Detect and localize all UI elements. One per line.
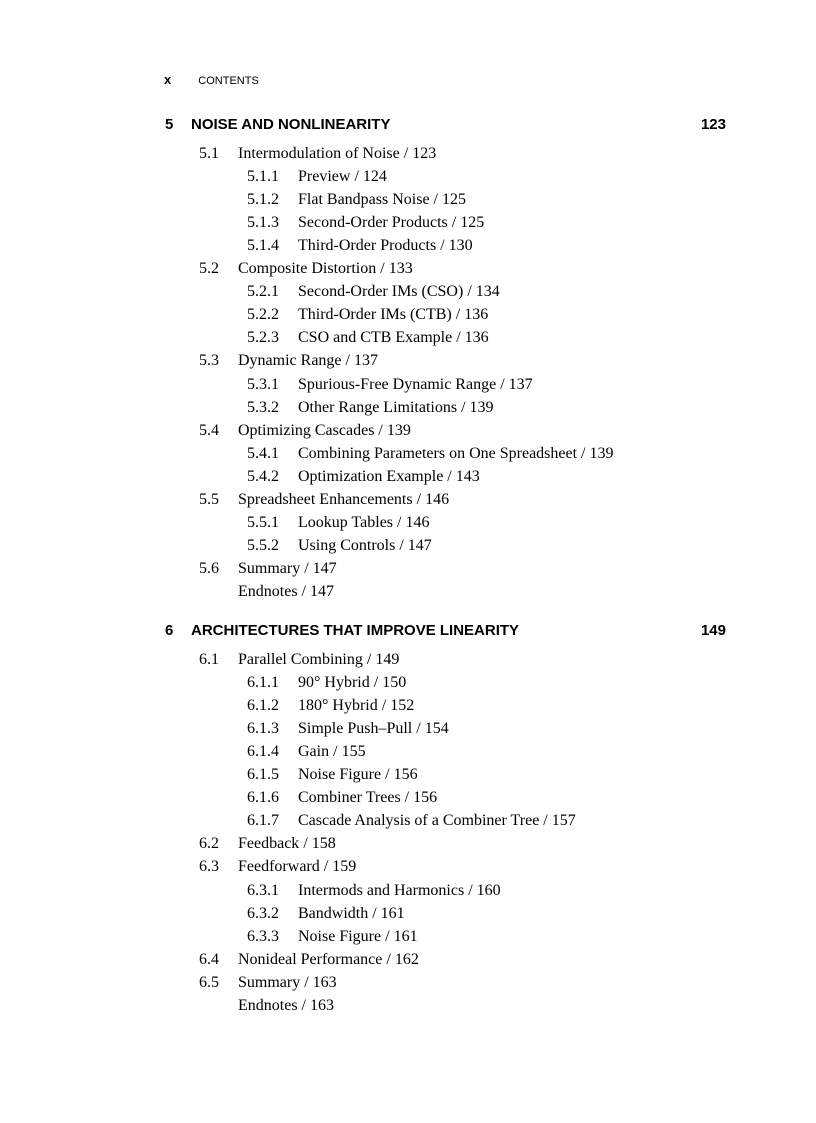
entry-number: 6.3.3 [247,927,279,945]
chapter-page: 123 [700,116,726,133]
chapter-title: NOISE AND NONLINEARITY [191,116,391,133]
entry-number: 6.1 [199,651,219,668]
entry-number: 6.5 [199,973,219,991]
chapter-number: 5 [165,116,174,133]
entry-separator: / [467,283,472,301]
entry-page: 149 [375,651,400,668]
toc-entry [247,697,414,715]
entry-separator: / [301,582,306,600]
toc-entry [199,951,419,969]
entry-separator: / [581,444,586,462]
entry-separator: / [301,996,306,1014]
entry-separator: / [304,559,309,577]
entry-number: 6.1.5 [247,766,279,784]
entry-separator: / [455,306,461,324]
entry-title: Endnotes [238,996,298,1014]
entry-number: 6.1.3 [247,720,279,738]
entry-title: Noise Figure [298,766,382,784]
entry-page: 136 [464,306,489,324]
entry-number: 5.2 [199,260,219,278]
entry-title: 180° Hybrid [298,697,378,715]
entry-page: 125 [460,214,485,232]
entry-separator: / [447,467,452,485]
toc-entry [247,445,614,463]
entry-title: Combiner Trees [298,789,401,807]
entry-page: 155 [341,743,366,761]
toc-entry [238,997,334,1015]
toc-entry [247,743,366,761]
entry-title: Bandwidth [298,904,369,922]
chapter-number: 6 [165,622,174,639]
entry-page: 136 [464,329,489,347]
entry-page: 147 [407,536,432,554]
entry-number: 6.3.1 [247,881,279,899]
entry-separator: / [500,375,505,393]
entry-title: Dynamic Range [238,352,342,370]
entry-separator: / [403,145,409,162]
toc-entry [238,583,334,601]
entry-separator: / [380,260,385,278]
entry-separator: / [303,835,308,853]
entry-title: Intermods and Harmonics [298,881,465,899]
entry-page: 146 [425,490,450,508]
entry-separator: / [366,651,372,668]
entry-separator: / [323,858,329,876]
entry-title: Feedback [238,835,300,853]
toc-entry [247,468,480,486]
entry-separator: / [385,927,390,945]
entry-title: Second-Order IMs (CSO) [298,283,464,301]
entry-number: 5.1.3 [247,214,279,232]
toc-entry [199,145,436,163]
entry-separator: / [399,536,404,554]
entry-page: 146 [405,513,430,531]
entry-separator: / [451,214,457,232]
toc-entry [247,766,418,784]
entry-page: 134 [475,283,500,301]
entry-separator: / [385,766,390,784]
toc-entry [199,560,337,578]
entry-number: 5.2.2 [247,306,279,324]
entry-number: 5.1.2 [247,191,279,209]
entry-page: 161 [393,927,418,945]
entry-separator: / [354,168,359,186]
toc-entry [247,168,387,186]
entry-title: CSO and CTB Example [298,329,453,347]
entry-number: 6.1.6 [247,789,279,807]
running-title: CONTENTS [198,75,259,87]
entry-page: 143 [455,467,480,485]
entry-separator: / [468,881,473,899]
toc-entry [199,422,411,440]
entry-page: 147 [312,559,337,577]
entry-page: 163 [310,996,334,1014]
entry-number: 5.1.4 [247,237,279,255]
toc-entry [199,651,399,669]
toc-entry [247,514,429,532]
entry-page: 160 [476,881,501,899]
entry-title: 90° Hybrid [298,674,370,692]
chapter-heading [165,622,726,639]
entry-number: 5.4 [199,421,219,439]
entry-separator: / [373,674,379,692]
entry-page: 123 [412,145,437,162]
toc-entry [247,882,501,900]
entry-title: Cascade Analysis of a Combiner Tree [298,812,540,830]
entry-separator: / [404,789,410,807]
toc-entry [247,237,473,255]
entry-page: 161 [380,904,405,922]
entry-separator: / [543,812,548,830]
entry-title: Feedforward [238,858,320,876]
entry-separator: / [381,697,387,715]
entry-number: 5.2.1 [247,283,279,301]
entry-separator: / [461,398,466,416]
entry-separator: / [386,950,391,968]
entry-title: Combining Parameters on One Spreadsheet [298,444,578,462]
chapter-heading [165,116,726,133]
entry-title: Other Range Limitations [298,398,458,416]
entry-separator: / [397,513,402,531]
entry-title: Summary [238,559,301,577]
entry-number: 5.3.1 [247,375,279,393]
entry-title: Composite Distortion [238,260,377,278]
entry-title: Simple Push–Pull [298,720,413,738]
entry-number: 6.2 [199,835,219,853]
entry-page: 137 [508,375,533,393]
toc-entry [247,674,406,692]
toc-entry [199,491,449,509]
entry-number: 6.1.1 [247,674,279,692]
toc-entry [247,214,484,232]
toc-entry [199,974,337,992]
entry-number: 6.3 [199,858,219,876]
entry-separator: / [304,973,309,991]
entry-title: Gain [298,743,330,761]
entry-page: 125 [442,191,466,209]
toc-entry [247,789,437,807]
entry-page: 154 [424,720,449,738]
entry-separator: / [333,743,338,761]
entry-number: 5.3 [199,352,219,370]
entry-title: Optimization Example [298,467,444,485]
entry-title: Preview [298,168,351,186]
toc-entry [199,858,356,876]
entry-title: Second-Order Products [298,214,448,232]
entry-page: 156 [413,789,438,807]
toc-entry [199,835,336,853]
entry-number: 6.3.2 [247,904,279,922]
toc-entry [247,905,405,923]
entry-page: 139 [386,421,411,439]
toc-entry [247,191,466,209]
entry-separator: / [378,421,383,439]
entry-page: 152 [390,697,415,715]
entry-number: 6.1.7 [247,812,279,830]
entry-number: 5.2.3 [247,329,279,347]
entry-title: Third-Order IMs (CTB) [298,306,452,324]
toc-entry [247,306,488,324]
entry-page: 137 [353,352,378,370]
entry-number: 5.4.1 [247,444,279,462]
entry-separator: / [416,720,421,738]
entry-number: 5.1 [199,145,219,162]
entry-number: 5.4.2 [247,467,279,485]
entry-title: Lookup Tables [298,513,394,531]
entry-number: 5.5.2 [247,536,279,554]
toc-entry [199,352,378,370]
entry-title: Spurious-Free Dynamic Range [298,375,497,393]
entry-page: 139 [589,444,614,462]
entry-page: 130 [448,237,473,255]
entry-page: 147 [310,582,334,600]
entry-number: 5.3.2 [247,398,279,416]
page-folio: x [164,72,172,87]
entry-separator: / [456,329,461,347]
toc-entry [247,399,494,417]
toc-entry [247,537,432,555]
entry-title: Nonideal Performance [238,950,383,968]
entry-page: 163 [312,973,337,991]
entry-number: 6.1.2 [247,697,279,715]
entry-number: 5.1.1 [247,168,279,186]
toc-entry [199,260,413,278]
entry-separator: / [433,191,438,209]
entry-title: Spreadsheet Enhancements [238,490,413,508]
chapter-page: 149 [700,622,726,639]
entry-page: 150 [382,674,407,692]
entry-page: 159 [332,858,357,876]
entry-page: 133 [388,260,413,278]
entry-number: 5.5 [199,490,219,508]
entry-number: 6.4 [199,950,219,968]
toc-entry [247,812,576,830]
entry-title: Parallel Combining [238,651,363,668]
chapter-title: ARCHITECTURES THAT IMPROVE LINEARITY [191,622,520,639]
entry-number: 5.6 [199,559,219,577]
entry-page: 156 [393,766,418,784]
entry-page: 162 [394,950,419,968]
toc-entry [247,329,489,347]
entry-number: 5.5.1 [247,513,279,531]
entry-page: 157 [551,812,576,830]
entry-separator: / [372,904,377,922]
toc-entry [247,376,533,394]
entry-title: Flat Bandpass Noise [298,191,430,209]
entry-title: Intermodulation of Noise [238,145,400,162]
entry-separator: / [345,352,350,370]
entry-page: 158 [311,835,336,853]
entry-title: Third-Order Products [298,237,437,255]
entry-page: 124 [362,168,387,186]
toc-entry [247,283,500,301]
entry-number: 6.1.4 [247,743,279,761]
entry-page: 139 [469,398,494,416]
entry-title: Using Controls [298,536,396,554]
toc-entry [247,720,449,738]
toc-entry [247,928,418,946]
entry-title: Endnotes [238,582,298,600]
entry-title: Noise Figure [298,927,382,945]
entry-title: Summary [238,973,301,991]
entry-separator: / [440,237,445,255]
entry-title: Optimizing Cascades [238,421,375,439]
entry-separator: / [416,490,422,508]
running-header [164,72,259,87]
